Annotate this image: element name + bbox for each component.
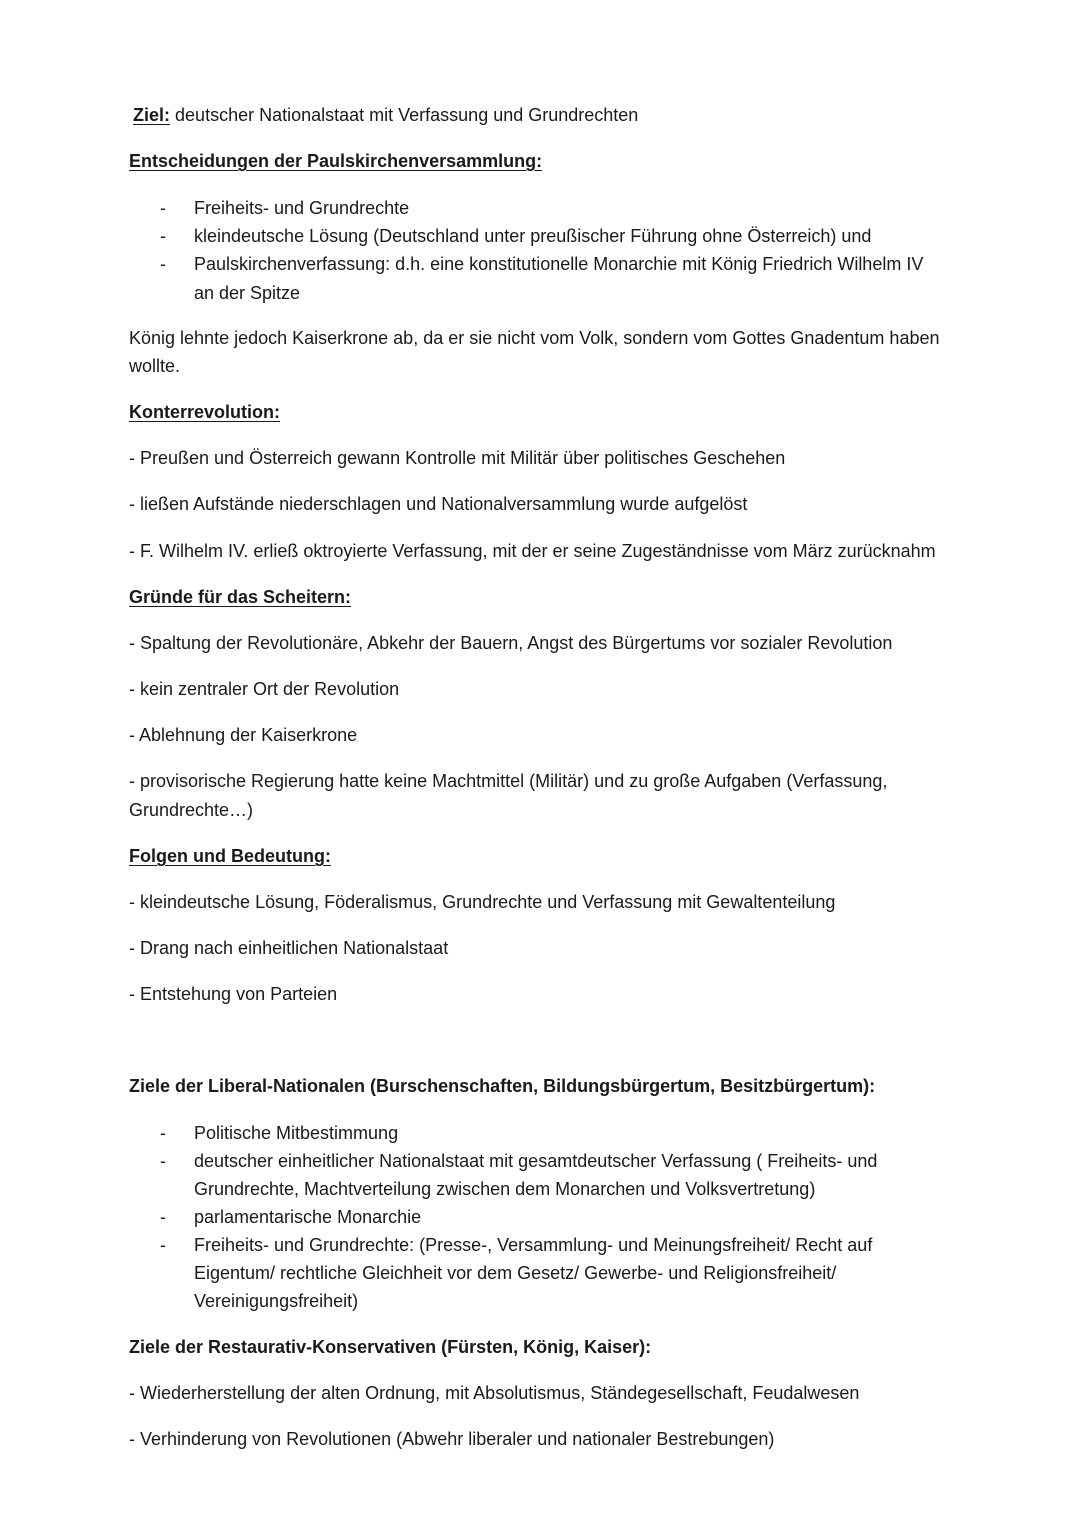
failure-heading: Gründe für das Scheitern: — [129, 587, 352, 607]
liberal-heading: Ziele der Liberal-Nationalen (Burschenschaften, Bildungsbürgertum, Besitzbürgertum): — [129, 1076, 876, 1096]
bullet-text: parlamentarische Monarchie — [194, 1207, 422, 1227]
bullet-dash: - — [160, 1207, 166, 1227]
bullet-continuation: Eigentum/ rechtliche Gleichheit vor dem Gesetz/ Gewerbe- und Religionsfreiheit/ — [194, 1263, 837, 1283]
list-item: - Preußen und Österreich gewann Kontrolle mit Militär über politisches Geschehen — [129, 448, 786, 468]
list-item: - Verhinderung von Revolutionen (Abwehr liberaler und nationaler Bestrebungen) — [129, 1429, 775, 1449]
bullet-dash: - — [160, 226, 166, 246]
king-paragraph-line: König lehnte jedoch Kaiserkrone ab, da er sie nicht vom Volk, sondern vom Gottes Gnadentum haben — [129, 328, 940, 348]
bullet-text: Freiheits- und Grundrechte — [194, 198, 410, 218]
bullet-dash: - — [160, 198, 166, 218]
list-item: - Spaltung der Revolutionäre, Abkehr der Bauern, Angst des Bürgertums vor sozialer Revolution — [129, 633, 893, 653]
list-item: - kleindeutsche Lösung, Föderalismus, Grundrechte und Verfassung mit Gewaltenteilung — [129, 892, 836, 912]
bullet-dash: - — [160, 1235, 166, 1255]
list-item: - Entstehung von Parteien — [129, 984, 338, 1004]
bullet-text: kleindeutsche Lösung (Deutschland unter preußischer Führung ohne Österreich) und — [194, 226, 872, 246]
decisions-heading: Entscheidungen der Paulskirchenversammlung: — [129, 151, 543, 171]
goal-text: deutscher Nationalstaat mit Verfassung und Grundrechten — [175, 105, 639, 125]
bullet-continuation: an der Spitze — [194, 283, 301, 303]
list-item: - Drang nach einheitlichen Nationalstaat — [129, 938, 449, 958]
list-item: - Ablehnung der Kaiserkrone — [129, 725, 358, 745]
bullet-dash: - — [160, 1123, 166, 1143]
bullet-dash: - — [160, 254, 166, 274]
bullet-text: Freiheits- und Grundrechte: (Presse-, Versammlung- und Meinungsfreiheit/ Recht auf — [194, 1235, 873, 1255]
list-item: - F. Wilhelm IV. erließ oktroyierte Verfassung, mit der er seine Zugeständnisse vom März zurücknahm — [129, 541, 936, 561]
list-item: - Wiederherstellung der alten Ordnung, mit Absolutismus, Ständegesellschaft, Feudalwesen — [129, 1383, 860, 1403]
list-item: - kein zentraler Ort der Revolution — [129, 679, 400, 699]
counter-heading: Konterrevolution: — [129, 402, 280, 422]
king-paragraph-line: wollte. — [129, 356, 181, 376]
bullet-dash: - — [160, 1151, 166, 1171]
conservative-heading: Ziele der Restaurativ-Konservativen (Fürsten, König, Kaiser): — [129, 1337, 652, 1357]
goal-label: Ziel: — [133, 105, 171, 125]
list-item-continuation: Grundrechte…) — [129, 800, 254, 820]
list-item: - ließen Aufstände niederschlagen und Nationalversammlung wurde aufgelöst — [129, 494, 748, 514]
goal-line — [133, 101, 638, 129]
list-item: - provisorische Regierung hatte keine Machtmittel (Militär) und zu große Aufgaben (Verfassung, — [129, 771, 888, 791]
bullet-text: Politische Mitbestimmung — [194, 1123, 399, 1143]
consequences-heading: Folgen und Bedeutung: — [129, 846, 331, 866]
bullet-text: deutscher einheitlicher Nationalstaat mit gesamtdeutscher Verfassung ( Freiheits- und — [194, 1151, 878, 1171]
bullet-text: Paulskirchenverfassung: d.h. eine konstitutionelle Monarchie mit König Friedrich Wilhelm IV — [194, 254, 924, 274]
bullet-continuation: Grundrechte, Machtverteilung zwischen dem Monarchen und Volksvertretung) — [194, 1179, 816, 1199]
bullet-continuation: Vereinigungsfreiheit) — [194, 1291, 359, 1311]
